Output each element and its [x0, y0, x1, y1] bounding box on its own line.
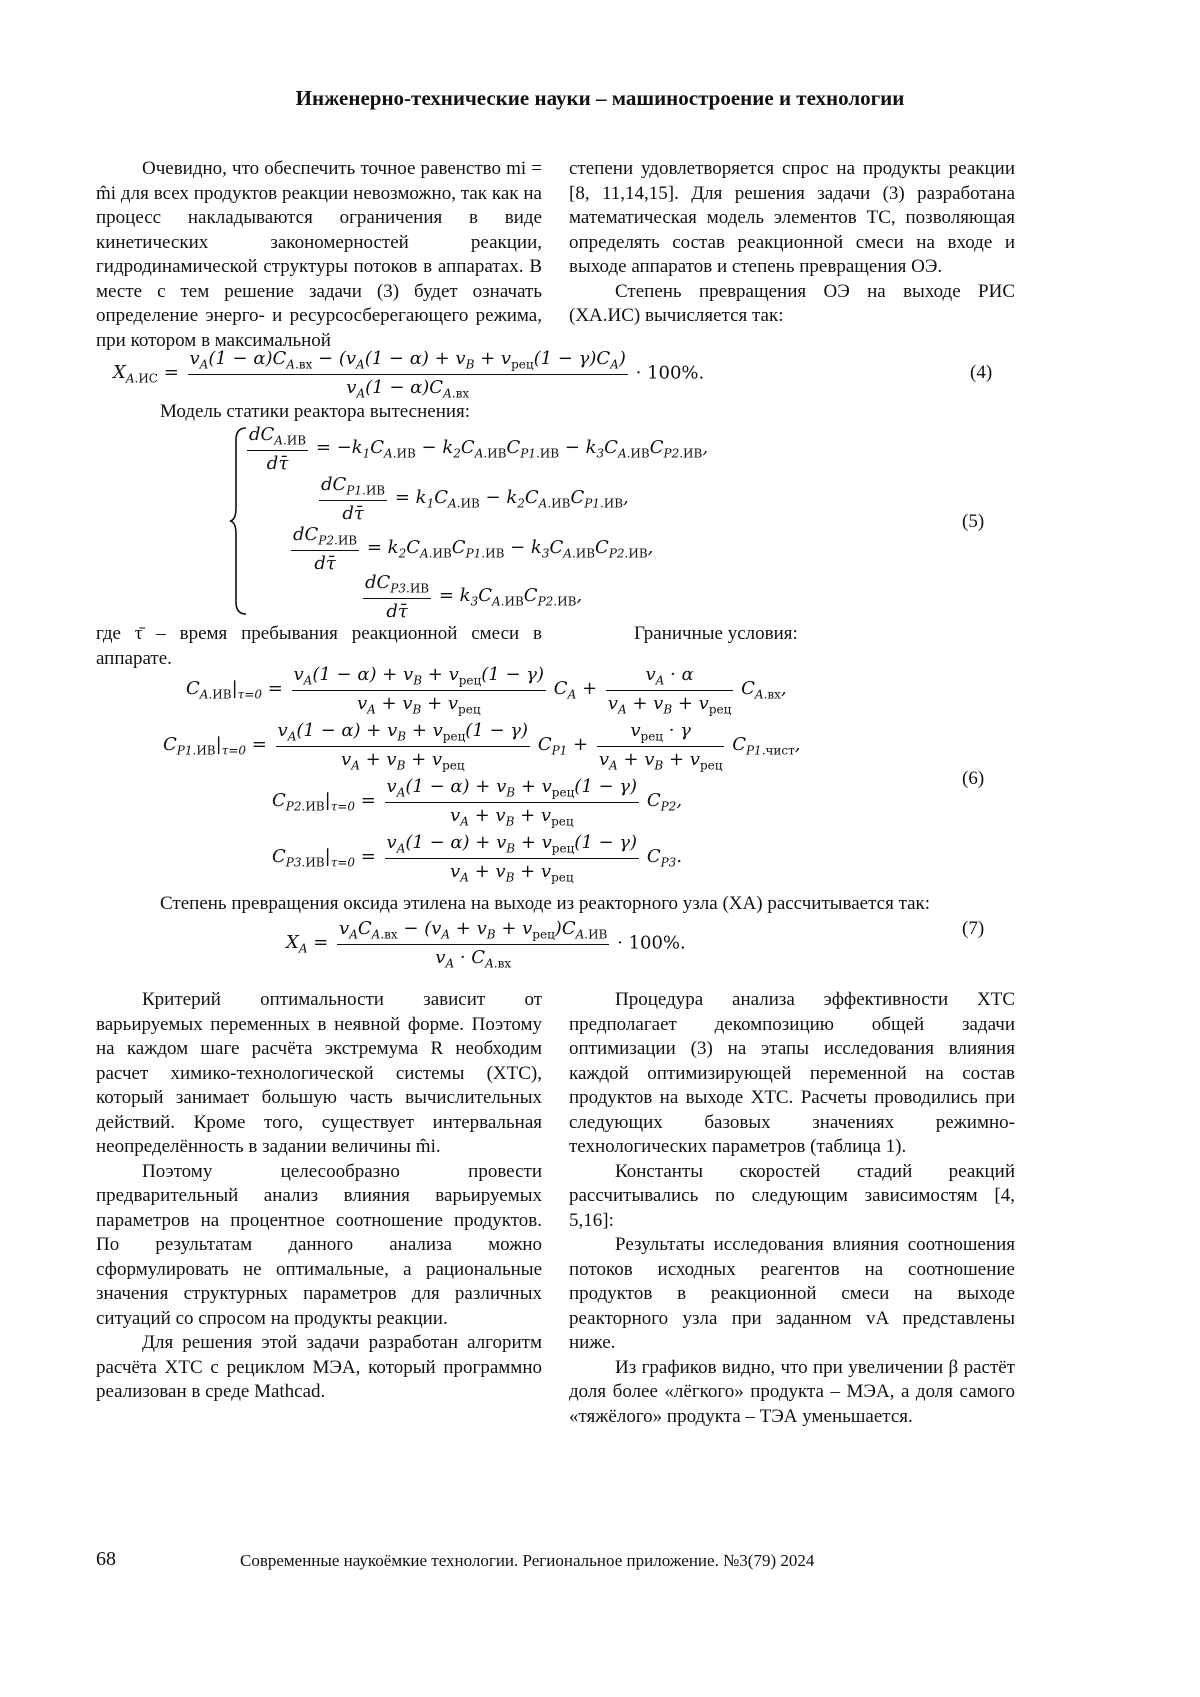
paragraph: Для решения этой задачи разработан алгоритм расчёта ХТС с рециклом МЭА, который программно реализован в среде Mathcad.: [96, 1332, 542, 1402]
paragraph: Константы скоростей стадий реакций рассчитывались по следующим зависимостям [4, 5,16]:: [569, 1160, 1015, 1231]
equation-5-line-4: $\frac{dC_{P3.ИВ}}{d\taū}$ = $k_3C_{A.ИВ}C_{P2.ИВ}$,: [365, 572, 583, 622]
paragraph: Очевидно, что обеспечить точное равенство mi = m̂i для всех продуктов реакции невозможно, так как на процесс накладываются ограничения в виде кинетических закономерностей реакции, гидродинамической структуры потоков в аппаратах. В месте с тем решение задачи (3) будет означать определение энерго- и ресурсосберегающего режима, при котором в максимальной: [96, 158, 542, 351]
left-column-bottom: [96, 988, 542, 1405]
paragraph: где τ̄ – время пребывания реакционной смеси в аппарате.: [96, 623, 542, 669]
right-column-top: [569, 157, 1015, 329]
equation-number: (5): [962, 511, 985, 532]
paragraph: Модель статики реактора вытеснения:: [160, 401, 471, 422]
equation-number: (6): [962, 768, 985, 789]
boundary-label: [634, 622, 934, 647]
model-label: [160, 400, 660, 425]
percent-factor: · 100%.: [635, 362, 705, 384]
equation-5-line-2: $\frac{dC_{P1.ИВ}}{d\taū}$ = $k_1C_{A.ИВ} - k_2C_{A.ИВ}C_{P1.ИВ}$,: [321, 474, 629, 524]
left-column-top: [96, 157, 542, 353]
paragraph: степени удовлетворяется спрос на продукты реакции [8, 11,14,15]. Для решения задачи (3) разработана математическая модель элементов ТС, позволяющая определять состав реакционной смеси на входе и выходе аппаратов и степень превращения ОЭ.: [569, 158, 1015, 277]
equation-number: (7): [962, 918, 985, 939]
paragraph: Из графиков видно, что при увеличении β растёт доля более «лёгкого» продукта – МЭА, а доля самого «тяжёлого» продукта – ТЭА уменьшается.: [569, 1356, 1015, 1427]
paragraph: Поэтому целесообразно провести предварительный анализ влияния варьируемых параметров на процентное соотношение продуктов. По результатам данного анализа можно сформулировать не оптимальные, а рациональные значения структурных параметров для различных ситуаций со спросом на продукты реакции.: [96, 1160, 542, 1329]
equation-5-line-1: $\frac{dC_{A.ИВ}}{d\taū}$ = $-k_1C_{A.ИВ} - k_2C_{A.ИВ}C_{P1.ИВ} - k_3C_{A.ИВ}C_{P2.ИВ}$,: [249, 424, 709, 474]
right-column-bottom: [569, 988, 1015, 1429]
equation-4: $X_{A.ИС}$ = $\frac{v_A(1 - \alpha)C_{A.вх} - (v_A(1 - \alpha) + v_B + v_{рец}(1 - \gamma)C_A)}{v_A(1 - \alpha)C_{A.вх}}$ · 100%.: [113, 348, 705, 401]
paragraph: Граничные условия:: [634, 623, 798, 644]
paragraph: Процедура анализа эффективности ХТС предполагает декомпозицию общей задачи оптимизации (3) на этапы исследования влияния каждой оптимизирующей переменной на состав продуктов на выходе ХТС. Расчеты проводились при следующих базовых значениях режимно-технологических параметров (таблица 1).: [569, 989, 1015, 1157]
journal-footer: Современные наукоёмкие технологии. Региональное приложение. №3(79) 2024: [240, 1551, 815, 1570]
running-header: Инженерно-технические науки – машиностроение и технологии: [295, 86, 905, 110]
equation-number: (4): [970, 362, 993, 383]
equation-6-line-4: $C_{P3.ИВ}|_{\tau=0}$ = $\frac{v_A(1 - \alpha) + v_B + v_{рец}(1 - \gamma)}{v_A + v_B + v_{рец}}$ $C_{P3}$.: [272, 832, 683, 885]
page-number: 68: [96, 1548, 116, 1570]
paragraph: Степень превращения ОЭ на выходе РИС (XА.ИС) вычисляется так:: [569, 280, 1015, 326]
equation-6-line-2: $C_{P1.ИВ}|_{\tau=0}$ = $\frac{v_A(1 - \alpha) + v_B + v_{рец}(1 - \gamma)}{v_A + v_B + v_{рец}}$ $C_{P1}$ + $\frac{v_{рец} \cdot \gamma}{v_A + v_B + v_{рец}}$ $C_{P1.чист}$,: [163, 720, 801, 773]
percent-factor: · 100%.: [617, 932, 686, 954]
equation-6-line-1: $C_{A.ИВ}|_{\tau=0}$ = $\frac{v_A(1 - \alpha) + v_B + v_{рец}(1 - \gamma)}{v_A + v_B + v_{рец}}$ $C_A$ + $\frac{v_A \cdot \alpha}{v_A + v_B + v_{рец}}$ $C_{A.вх}$,: [186, 664, 787, 717]
paragraph: Критерий оптимальности зависит от варьируемых переменных в неявной форме. Поэтому на каждом шаге расчёта экстремума R необходим расчет химико-технологической системы (ХТС), который занимает большую часть вычислительных действий. Кроме того, существует интервальная неопределённость в задании величины m̂i.: [96, 989, 542, 1157]
conversion-label: [160, 892, 1020, 917]
paragraph: Степень превращения оксида этилена на выходе из реакторного узла (XA) рассчитывается так:: [160, 893, 931, 914]
paragraph: Результаты исследования влияния соотношения потоков исходных реагентов на соотношение продуктов в реакционной смеси на выходе реакторного узла при заданном vA представлены ниже.: [569, 1234, 1015, 1353]
equation-7: $X_A$ = $\frac{v_AC_{A.вх} - (v_A + v_B + v_{рец})C_{A.ИВ}}{v_A \cdot C_{A.вх}}$ · 100%.: [286, 918, 686, 971]
equation-5-line-3: $\frac{dC_{P2.ИВ}}{d\taū}$ = $k_2C_{A.ИВ}C_{P1.ИВ} - k_3C_{A.ИВ}C_{P2.ИВ}$,: [293, 524, 654, 574]
equation-6-line-3: $C_{P2.ИВ}|_{\tau=0}$ = $\frac{v_A(1 - \alpha) + v_B + v_{рец}(1 - \gamma)}{v_A + v_B + v_{рец}}$ $C_{P2}$,: [272, 776, 683, 829]
